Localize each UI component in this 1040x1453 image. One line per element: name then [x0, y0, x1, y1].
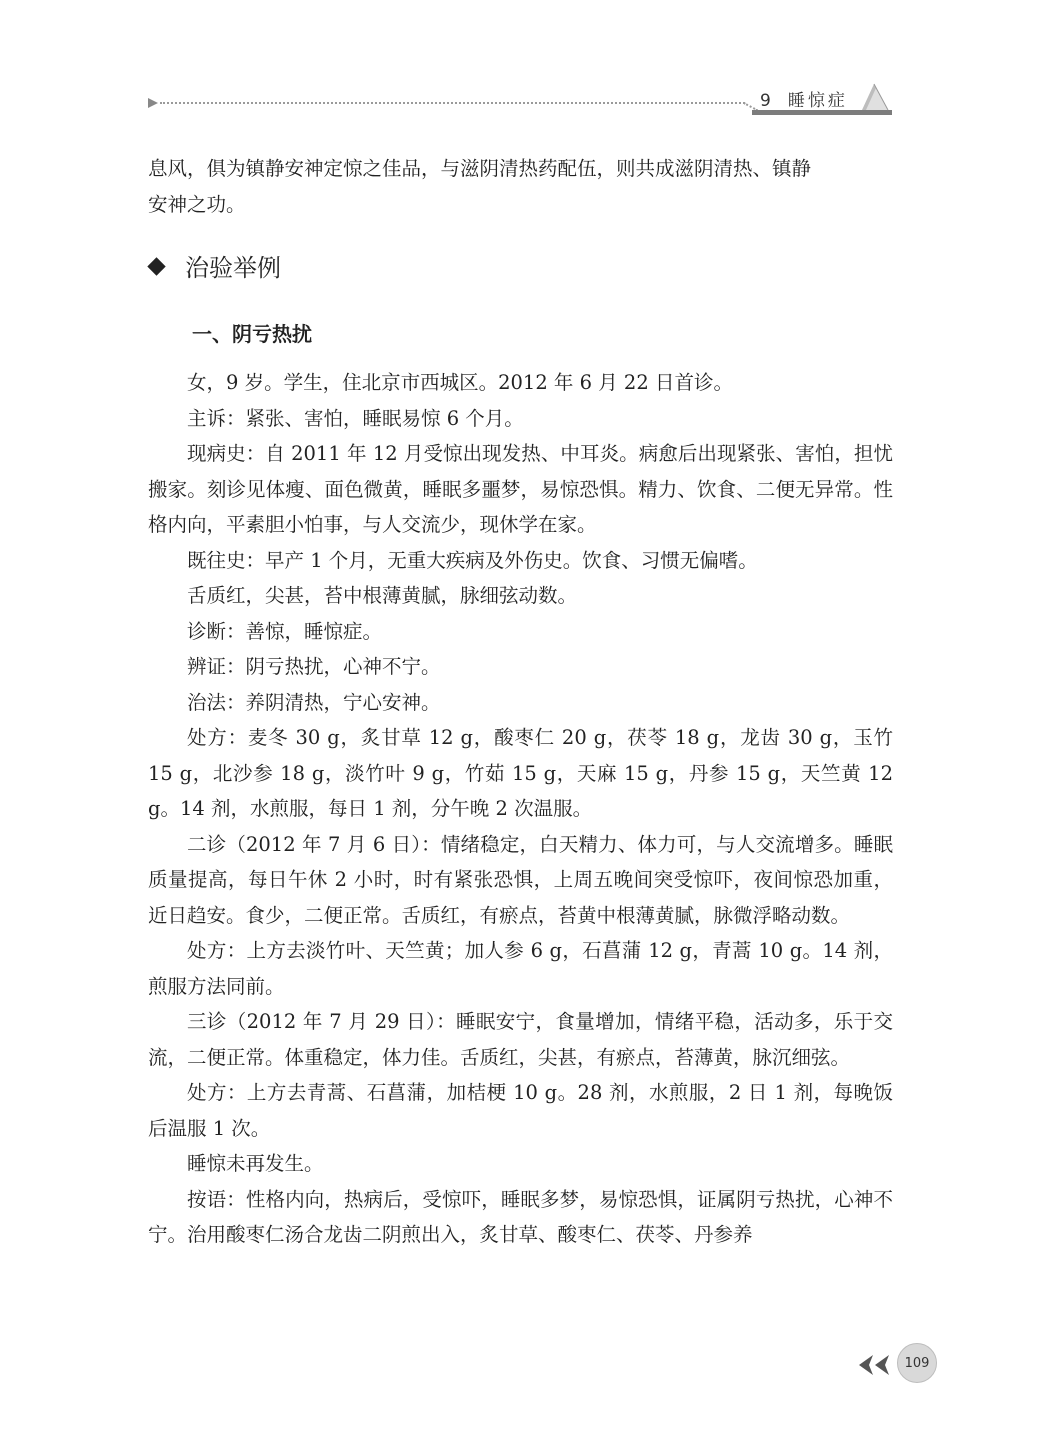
case-paragraph: 按语：性格内向，热病后，受惊吓，睡眠多梦，易惊恐惧，证属阴亏热扰，心神不宁。治用酸枣仁汤合龙齿二阴煎出入，炙甘草、酸枣仁、茯苓、丹参养: [148, 1187, 893, 1246]
header-book-icon: [860, 82, 890, 112]
case-paragraph: 既往史：早产 1 个月，无重大疾病及外伤史。饮食、习惯无偏嗜。: [187, 548, 758, 572]
case-paragraph: 女，9 岁。学生，住北京市西城区。2012 年 6 月 22 日首诊。: [187, 371, 733, 394]
diamond-bullet-icon: [147, 257, 165, 275]
running-header: [148, 80, 893, 120]
case-paragraph: 睡惊未再发生。: [187, 1152, 324, 1175]
chapter-title: 睡惊症: [787, 91, 848, 111]
case-paragraph: 舌质红，尖甚，苔中根薄黄腻，脉细弦动数。: [187, 584, 578, 607]
double-chevron-left-icon: [857, 1354, 891, 1376]
case-paragraph: 处方：上方去青蒿、石菖蒲，加桔梗 10 g。28 剂，水煎服，2 日 1 剂，每晚饭后温服 1 次。: [148, 1081, 893, 1140]
page-number: 109: [897, 1343, 937, 1383]
case-paragraph: 主诉：紧张、害怕，睡眠易惊 6 个月。: [187, 406, 524, 430]
case-paragraph: 二诊（2012 年 7 月 6 日）：情绪稳定，白天精力、体力可，与人交流增多。睡眠质量提高，每日午休 2 小时，时有紧张恐惧，上周五晚间突受惊吓，夜间惊恐加重，近日趋安。食少，二便正常。舌质红，有瘀点，苔黄中根薄黄腻，脉微浮略动数。: [148, 832, 893, 927]
subsection-heading: 一、阴亏热扰: [192, 322, 312, 346]
case-paragraph: 处方：上方去淡竹叶、天竺黄；加人参 6 g，石菖蒲 12 g，青蒿 10 g。14 剂，煎服方法同前。: [148, 939, 893, 998]
intro-line-2: 安神之功。: [148, 192, 246, 216]
case-paragraph: 三诊（2012 年 7 月 29 日）：睡眠安宁，食量增加，情绪平稳，活动多，乐于交流，二便正常。体重稳定，体力佳。舌质红，尖甚，有瘀点，苔薄黄，脉沉细弦。: [148, 1010, 893, 1069]
intro-text: [148, 151, 893, 222]
header-dotted-rule: [160, 102, 745, 104]
case-paragraph: 现病史：自 2011 年 12 月受惊出现发热、中耳炎。病愈后出现紧张、害怕，担忧搬家。刻诊见体瘦、面色微黄，睡眠多噩梦，易惊恐惧。精力、饮食、二便无异常。性格内向，平素胆小怕事，与人交流少，现休学在家。: [148, 442, 893, 536]
case-paragraph: 辨证：阴亏热扰，心神不宁。: [187, 655, 441, 678]
case-paragraph: 处方：麦冬 30 g，炙甘草 12 g，酸枣仁 20 g，茯苓 18 g，龙齿 30 g，玉竹 15 g，北沙参 18 g，淡竹叶 9 g，竹茹 15 g，天麻 15 g，丹参 15 g，天竺黄 12 g。14 剂，水煎服，每日 1 剂，分午晚 2 次温服。: [148, 726, 893, 820]
header-arrow-icon: [148, 98, 158, 108]
intro-line-1: 息风，俱为镇静安神定惊之佳品，与滋阴清热药配伍，则共成滋阴清热、镇静: [148, 157, 812, 180]
chapter-header: [760, 86, 848, 111]
case-paragraph: 治法：养阴清热，宁心安神。: [187, 690, 441, 714]
chapter-number: 9: [760, 91, 774, 111]
case-body: [148, 365, 893, 1253]
section-heading-text: 治验举例: [185, 254, 281, 282]
case-paragraph: 诊断：善惊，睡惊症。: [187, 619, 383, 643]
section-heading: [150, 248, 281, 283]
